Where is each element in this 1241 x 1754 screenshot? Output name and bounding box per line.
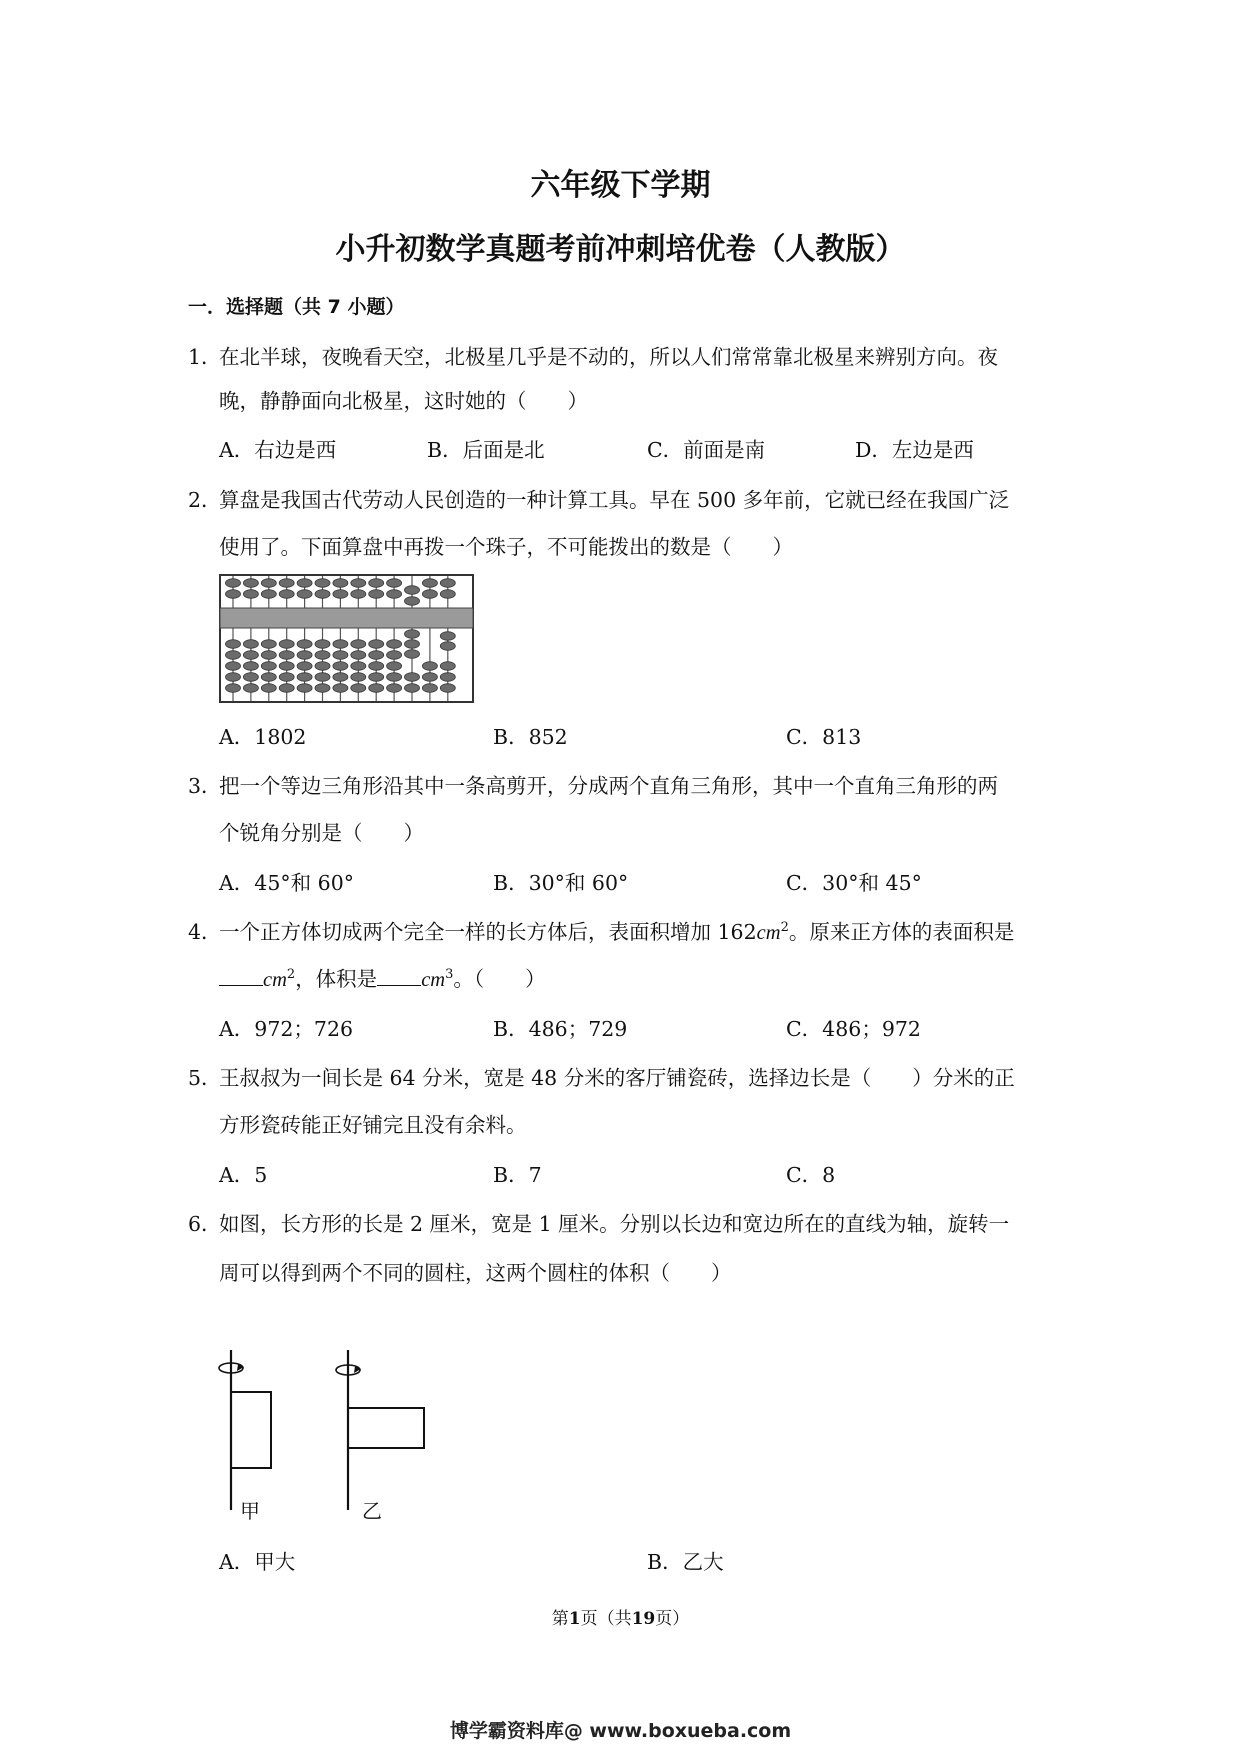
abacus-bead <box>369 684 384 693</box>
page-title: 六年级下学期 <box>530 168 711 203</box>
abacus-bead <box>387 651 402 660</box>
option-b[interactable]: B．852 <box>493 725 568 749</box>
abacus-bead <box>351 590 366 599</box>
abacus-bead <box>422 662 437 671</box>
abacus-bead <box>405 684 420 693</box>
abacus-bead <box>387 640 402 649</box>
abacus-bead <box>422 590 437 599</box>
option-c[interactable]: C．前面是南 <box>647 438 766 462</box>
abacus-bead <box>226 590 241 599</box>
question-number: 6． <box>188 1212 222 1236</box>
abacus-bead <box>369 640 384 649</box>
abacus-bead <box>226 662 241 671</box>
abacus-bead <box>351 673 366 682</box>
abacus-bead <box>387 662 402 671</box>
option-a[interactable]: A．1802 <box>219 725 307 749</box>
abacus-bead <box>333 590 348 599</box>
abacus-bead <box>333 640 348 649</box>
abacus-bead <box>297 651 312 660</box>
abacus-bead <box>279 673 294 682</box>
question-text: 算盘是我国古代劳动人民创造的一种计算工具。早在 500 多年前，它就已经在我国广泛 <box>219 488 1010 512</box>
abacus-bead <box>351 651 366 660</box>
abacus-bead <box>333 673 348 682</box>
abacus-bead <box>405 586 420 595</box>
question-text: 王叔叔为一间长是 64 分米，宽是 48 分米的客厅铺瓷砖，选择边长是（ ）分米的正 <box>219 1066 1015 1090</box>
abacus-bead <box>351 684 366 693</box>
option-c[interactable]: C．813 <box>786 725 862 749</box>
abacus-bead <box>315 684 330 693</box>
abacus-bead <box>333 651 348 660</box>
abacus-bead <box>333 579 348 588</box>
abacus-bead <box>261 684 276 693</box>
abacus-bead <box>440 579 455 588</box>
abacus-bead <box>226 651 241 660</box>
abacus-bead <box>315 590 330 599</box>
section-heading: 一．选择题（共 7 小题） <box>188 296 405 318</box>
abacus-bead <box>315 640 330 649</box>
abacus-bead <box>333 662 348 671</box>
abacus-bead <box>297 579 312 588</box>
abacus-bead <box>243 662 258 671</box>
question-number: 4． <box>188 920 222 944</box>
abacus-bead <box>226 684 241 693</box>
abacus-bead <box>369 673 384 682</box>
page-number: 1 <box>568 1609 581 1629</box>
option-a[interactable]: A．5 <box>219 1163 268 1187</box>
abacus-bead <box>261 590 276 599</box>
abacus-bead <box>369 579 384 588</box>
option-b[interactable]: B．30°和 60° <box>493 871 629 895</box>
abacus-bead <box>333 684 348 693</box>
abacus-bead <box>440 642 455 651</box>
abacus-bead <box>243 579 258 588</box>
abacus-bead <box>369 590 384 599</box>
abacus-bead <box>315 662 330 671</box>
abacus-bead <box>422 579 437 588</box>
abacus-bead <box>279 579 294 588</box>
abacus-bead <box>351 662 366 671</box>
watermark-text: 博学霸资料库@ www.boxueba.com <box>449 1720 792 1742</box>
answer-blank[interactable] <box>377 967 421 986</box>
abacus-bead <box>297 662 312 671</box>
abacus-bead <box>261 579 276 588</box>
abacus-bead <box>405 673 420 682</box>
abacus-bead <box>440 684 455 693</box>
option-b[interactable]: B．后面是北 <box>427 438 545 462</box>
abacus-bead <box>387 590 402 599</box>
abacus-bead <box>279 640 294 649</box>
question-text: 使用了。下面算盘中再拨一个珠子，不可能拨出的数是（ ） <box>219 535 793 559</box>
abacus-bead <box>297 590 312 599</box>
rectangle-tall <box>231 1392 271 1468</box>
question-text: 方形瓷砖能正好铺完且没有余料。 <box>219 1113 527 1137</box>
figure-label-jia: 甲 <box>240 1499 260 1523</box>
abacus-bead <box>351 579 366 588</box>
question-text: 如图，长方形的长是 2 厘米，宽是 1 厘米。分别以长边和宽边所在的直线为轴，旋转一 <box>219 1212 1010 1236</box>
question-number: 5． <box>188 1066 222 1090</box>
abacus-bead <box>226 640 241 649</box>
question-text: 一个正方体切成两个完全一样的长方体后，表面积增加 $162cm^2$。原来正方体的表面积是 <box>219 920 1015 944</box>
abacus-bead <box>440 632 455 641</box>
abacus-bead <box>279 590 294 599</box>
abacus-bead <box>440 662 455 671</box>
abacus-bead <box>243 640 258 649</box>
option-c[interactable]: C．30°和 45° <box>786 871 922 895</box>
abacus-bead <box>405 597 420 606</box>
abacus-bead <box>440 673 455 682</box>
abacus-bead <box>226 673 241 682</box>
rectangle-wide <box>348 1408 424 1448</box>
abacus-bead <box>405 650 420 659</box>
abacus-bead <box>297 673 312 682</box>
question-text: 在北半球，夜晚看天空，北极星几乎是不动的，所以人们常常靠北极星来辨别方向。夜 <box>219 345 998 369</box>
abacus-bead <box>422 684 437 693</box>
answer-blank[interactable] <box>219 967 263 986</box>
option-d[interactable]: D．左边是西 <box>855 438 974 462</box>
page-total: 19 <box>631 1609 656 1629</box>
question-text: $cm^2$，体积是 $cm^3$。（ ） <box>219 962 546 992</box>
abacus-bead <box>440 590 455 599</box>
option-b[interactable]: B．乙大 <box>647 1550 724 1574</box>
abacus-bead <box>315 673 330 682</box>
abacus-bead <box>261 651 276 660</box>
option-b[interactable]: B．7 <box>493 1163 542 1187</box>
page-footer: 第1页（共19页） <box>551 1609 690 1629</box>
abacus-bead <box>279 651 294 660</box>
option-b[interactable]: B．486；729 <box>493 1017 628 1041</box>
abacus-figure <box>219 574 474 703</box>
question-number: 2． <box>188 488 222 512</box>
abacus-bead <box>279 684 294 693</box>
option-c[interactable]: C．8 <box>786 1163 836 1187</box>
abacus-bead <box>387 673 402 682</box>
abacus-bead <box>405 630 420 639</box>
question-text: 把一个等边三角形沿其中一条高剪开，分成两个直角三角形，其中一个直角三角形的两 <box>219 774 998 798</box>
abacus-bead <box>405 640 420 649</box>
abacus-bead <box>243 684 258 693</box>
figure-label-yi: 乙 <box>362 1499 382 1523</box>
question-text: 晚，静静面向北极星，这时她的（ ） <box>219 389 588 413</box>
option-a[interactable]: A．右边是西 <box>219 438 337 462</box>
question-number: 1． <box>188 345 222 369</box>
abacus-bead <box>261 673 276 682</box>
option-a[interactable]: A．45°和 60° <box>219 871 354 895</box>
abacus-bead <box>243 651 258 660</box>
option-c[interactable]: C．486；972 <box>786 1017 921 1041</box>
abacus-bead <box>369 651 384 660</box>
abacus-bead <box>422 673 437 682</box>
abacus-bead <box>297 684 312 693</box>
abacus-bead <box>226 579 241 588</box>
option-a[interactable]: A．972；726 <box>219 1017 354 1041</box>
question-text: 周可以得到两个不同的圆柱，这两个圆柱的体积（ ） <box>219 1261 732 1285</box>
abacus-bead <box>261 640 276 649</box>
abacus-bead <box>243 673 258 682</box>
page-subtitle: 小升初数学真题考前冲刺培优卷（人教版） <box>335 232 906 267</box>
abacus-bead <box>351 640 366 649</box>
abacus-bead <box>369 662 384 671</box>
option-a[interactable]: A．甲大 <box>219 1550 296 1574</box>
abacus-bead <box>315 579 330 588</box>
question-text: 个锐角分别是（ ） <box>219 821 424 845</box>
abacus-bead <box>387 579 402 588</box>
abacus-bead <box>297 640 312 649</box>
rotation-figure <box>200 1340 440 1530</box>
question-number: 3． <box>188 774 222 798</box>
abacus-bead <box>279 662 294 671</box>
abacus-bead <box>387 684 402 693</box>
abacus-bead <box>315 651 330 660</box>
abacus-bead <box>261 662 276 671</box>
abacus-bead <box>243 590 258 599</box>
